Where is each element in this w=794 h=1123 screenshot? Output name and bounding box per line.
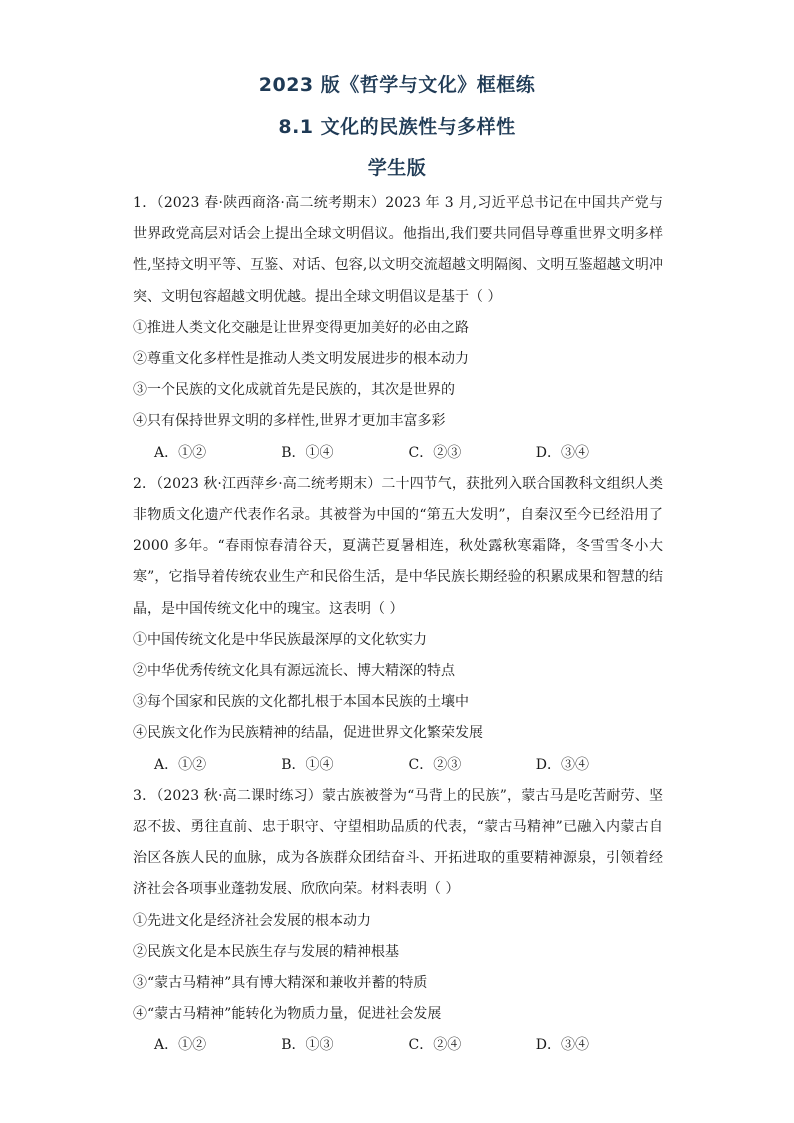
choice-c[interactable]: C．②③ [408,756,462,773]
statement-option: ①推进人类文化交融是让世界变得更加美好的必由之路 [133,319,469,336]
choice-a[interactable]: A．①② [154,756,207,773]
lesson-subtitle: 8.1 文化的民族性与多样性 [278,116,516,138]
question-3 [133,781,663,1062]
question-stem [133,469,663,625]
question-stem [133,188,663,313]
question-1 [133,188,663,469]
question-source: （2023 秋·高二课时练习） [156,787,322,804]
statement-option: ④民族文化作为民族精神的结晶，促进世界文化繁荣发展 [133,725,483,742]
question-list [133,188,663,1062]
statement-option: ③每个国家和民族的文化都扎根于本国本民族的土壤中 [133,694,469,711]
statement-option: ①中国传统文化是中华民族最深厚的文化软实力 [133,631,427,648]
statement-option: ③“蒙古马精神”具有博大精深和兼收并蓄的特质 [133,975,428,992]
choice-d[interactable]: D．③④ [535,444,589,461]
choice-b[interactable]: B．①④ [281,756,334,773]
choice-c[interactable]: C．②④ [408,1037,462,1054]
question-source: （2023 春·陕西商洛·高二统考期末） [156,195,386,211]
choice-c[interactable]: C．②③ [408,444,462,461]
document-title: 2023 版《哲学与文化》框框练 [258,74,536,96]
statement-option: ②民族文化是本民族生存与发展的精神根基 [133,943,399,960]
question-2 [133,469,663,781]
choice-b[interactable]: B．①③ [281,1037,334,1054]
choice-a[interactable]: A．①② [154,1037,207,1054]
question-text: 蒙古族被誉为“马背上的民族”，蒙古马是吃苦耐劳、坚忍不拔、勇往直前、忠于职守、守望相助品质的代表，“蒙古马精神”已融入内蒙古自治区各族人民的血脉，成为各族群众团结奋斗、开拓进取的重要精神源泉，引领着经济社会各项事业蓬勃发展、欣欣向荣。材料表明（ ） [133,787,663,898]
statement-option: ④只有保持世界文明的多样性,世界才更加丰富多彩 [133,413,446,430]
question-text: 二十四节气，获批列入联合国教科文组织人类非物质文化遗产代表作名录。其被誉为中国的“第五大发明”，自秦汉至今已经沿用了 2000 多年。“春雨惊春清谷天，夏满芒夏暑相连，秋处露秋寒霜降，冬雪雪冬小大寒”，它指导着传统农业生产和民俗生活，是中华民族长期经验的积累成果和智慧的结晶，是中国传统文化中的瑰宝。这表明（ ） [133,475,663,617]
choice-b[interactable]: B．①④ [281,444,334,461]
edition-label: 学生版 [367,157,427,179]
statement-option: ②中华优秀传统文化具有源远流长、博大精深的特点 [133,663,455,680]
question-source: （2023 秋·江西萍乡·高二统考期末） [156,475,382,492]
statement-option: ④“蒙古马精神”能转化为物质力量，促进社会发展 [133,1006,442,1023]
answer-choices [133,750,663,781]
question-text: 2023 年 3 月,习近平总书记在中国共产党与世界政党高层对话会上提出全球文明倡议。他指出,我们要共同倡导尊重世界文明多样性,坚持文明平等、互鉴、对话、包容,以文明交流超越文明隔阂、文明互鉴超越文明冲突、文明包容超越文明优越。提出全球文明倡议是基于（ ） [133,195,663,305]
statement-option: ②尊重文化多样性是推动人类文明发展进步的根本动力 [133,351,469,368]
question-number: 2． [133,475,157,492]
statement-option: ①先进文化是经济社会发展的根本动力 [133,912,371,929]
question-number: 3． [133,787,157,804]
question-stem [133,781,663,906]
choice-d[interactable]: D．③④ [535,1037,589,1054]
statement-option: ③一个民族的文化成就首先是民族的，其次是世界的 [133,382,455,399]
question-number: 1． [133,195,157,211]
answer-choices [133,1030,663,1061]
choice-a[interactable]: A．①② [154,444,207,461]
choice-d[interactable]: D．③④ [535,756,589,773]
answer-choices [133,438,663,469]
